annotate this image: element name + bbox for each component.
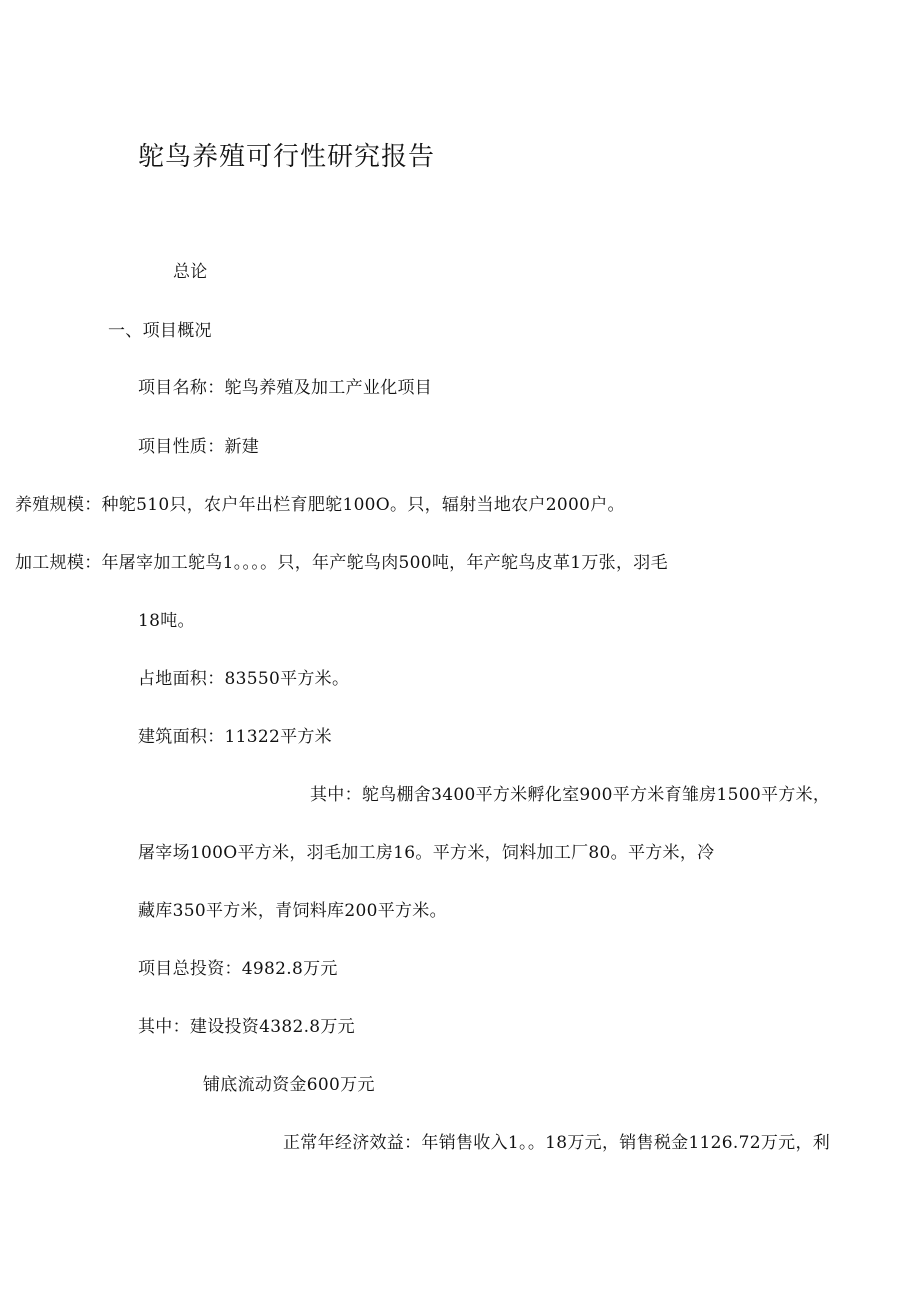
project-nature-line: 项目性质：新建 xyxy=(138,437,260,457)
working-capital-line: 铺底流动资金600万元 xyxy=(203,1075,375,1095)
building-breakdown-line-3: 藏库350平方米，青饲料库200平方米。 xyxy=(138,901,447,921)
heading-general: 总论 xyxy=(173,262,208,282)
section-heading-project-overview: 一、项目概况 xyxy=(108,321,212,341)
processing-scale-line-2: 18吨。 xyxy=(138,611,195,631)
project-name-line: 项目名称：鸵鸟养殖及加工产业化项目 xyxy=(138,378,433,398)
breeding-scale-line: 养殖规模：种鸵510只，农户年出栏育肥鸵100O。只，辐射当地农户2000户。 xyxy=(15,495,625,515)
document-title: 鸵鸟养殖可行性研究报告 xyxy=(138,142,436,172)
building-area-line: 建筑面积：11322平方米 xyxy=(138,727,332,747)
land-area-line: 占地面积：83550平方米。 xyxy=(138,669,350,689)
construction-investment-line: 其中：建设投资4382.8万元 xyxy=(138,1017,355,1037)
economic-benefit-line: 正常年经济效益：年销售收入1。。18万元，销售税金1126.72万元，利 xyxy=(283,1133,831,1153)
building-breakdown-line-1: 其中：鸵鸟棚舍3400平方米孵化室900平方米育雏房1500平方米， xyxy=(310,785,831,805)
total-investment-line: 项目总投资：4982.8万元 xyxy=(138,959,338,979)
building-breakdown-line-2: 屠宰场100O平方米，羽毛加工房16。平方米，饲料加工厂80。平方米，冷 xyxy=(138,843,715,863)
processing-scale-line-1: 加工规模：年屠宰加工鸵鸟1。。。。只，年产鸵鸟肉500吨，年产鸵鸟皮革1万张，羽毛 xyxy=(15,553,668,573)
